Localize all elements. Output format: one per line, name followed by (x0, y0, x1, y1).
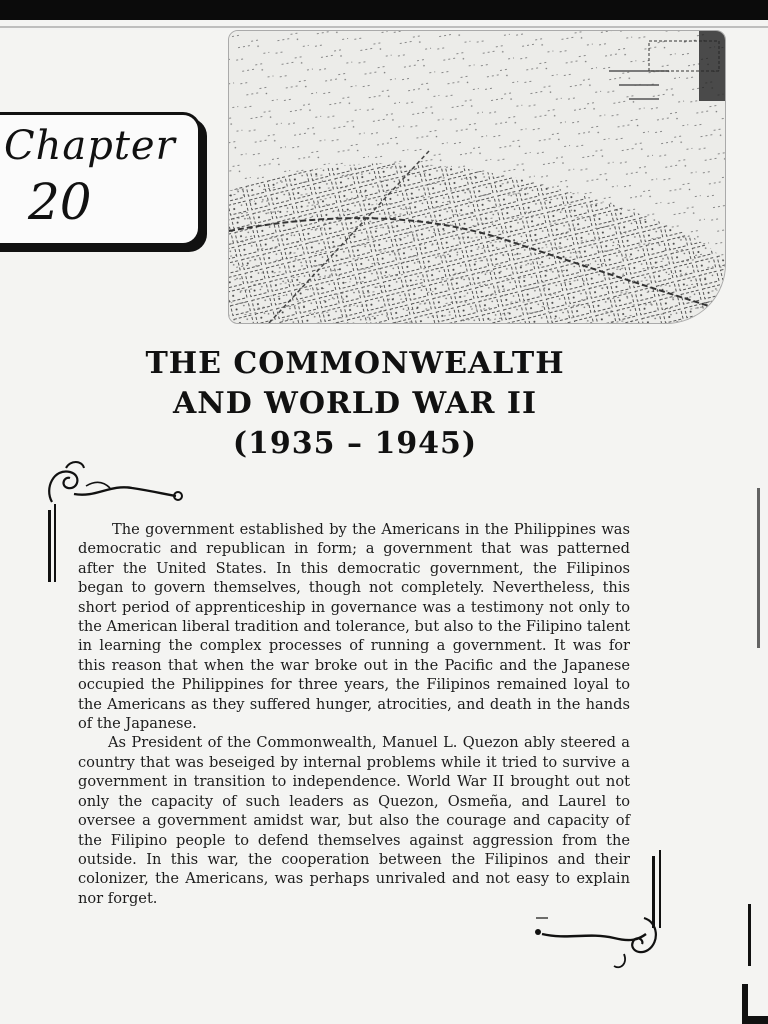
page-edge-shadow (757, 488, 760, 648)
aerial-city-photo-icon (229, 31, 725, 323)
chapter-badge (0, 112, 201, 246)
scroll-ornament-icon (40, 458, 190, 514)
aerial-city-photo (228, 30, 726, 324)
title-line-3: (1935 – 1945) (232, 426, 478, 461)
chapter-title (0, 344, 710, 464)
scan-top-line (0, 26, 768, 28)
title-line-1: THE COMMONWEALTH (145, 346, 565, 381)
page-corner-mark-base (742, 1016, 768, 1024)
chapter-number: 20 (28, 173, 92, 231)
page-edge-mark (748, 904, 751, 966)
chapter-intro-text (78, 520, 630, 908)
left-margin-rule-inner (54, 504, 56, 582)
chapter-label: Chapter (4, 123, 176, 169)
scroll-ornament-end-icon (528, 910, 664, 972)
paragraph-1: The government established by the Americans in the Philippines was democratic and republican in form; a government that was patterned after the United States. In this democratic government, the Filipinos began to govern themselves, though not completely. Nevertheless, this short period of apprenticeship in governance was a testimony not only to the American liberal tradition and tolerance, but also to the Filipino talent in learning the complex processes of running a government. It was for this reason that when the war broke out in the Pacific and the Japanese occupied the Philippines for three years, the Filipinos remained loyal to the Americans as they suffered hunger, atrocities, and death in the hands of the Japanese. (78, 521, 630, 733)
paragraph-2: As President of the Commonwealth, Manuel L. Quezon ably steered a country that was beseiged by internal problems while it tried to survive a government in transition to independence. World War II brought out not only the capacity of such leaders as Quezon, Osmeña, and Laurel to oversee a government amidst war, but also the courage and capacity of the Filipino people to defend themselves against aggression from the outside. In this war, the cooperation between the Filipinos and their colonizer, the Americans, was perhaps unrivaled and not easy to explain nor forget. (78, 734, 630, 907)
scan-top-border (0, 0, 768, 20)
left-margin-rule (48, 510, 51, 582)
title-line-2: AND WORLD WAR II (173, 386, 537, 421)
